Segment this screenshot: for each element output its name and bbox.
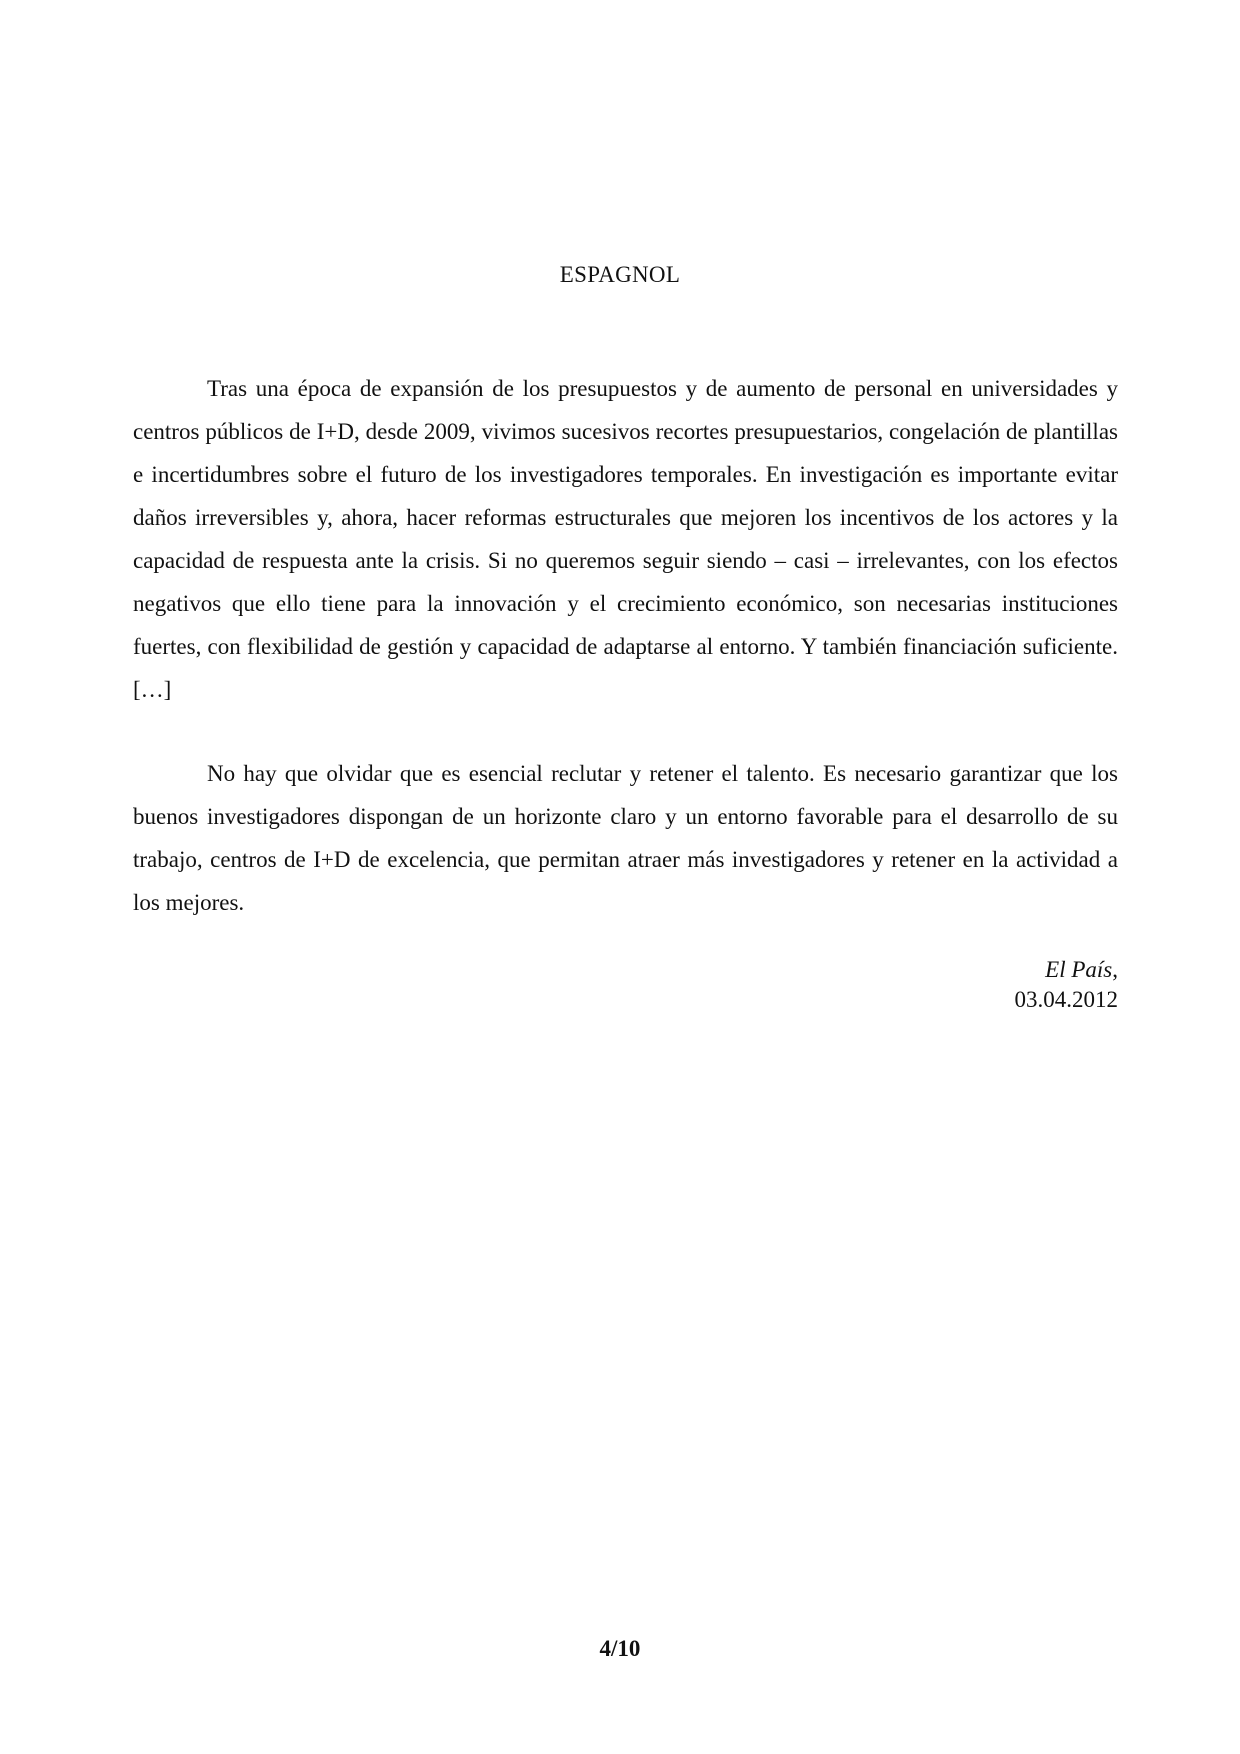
page-number: 4/10 <box>599 1636 641 1661</box>
source-name: El País <box>1045 957 1113 982</box>
page-title: ESPAGNOL <box>559 262 681 287</box>
body-paragraph-1: Tras una época de expansión de los presupuestos y de aumento de personal en universidades y centros públicos de I+D, desde 2009, vivimos sucesivos recortes presupuestarios, congelación de plantillas e incertidumbres sobre el futuro de los investigadores temporales. En investigación es importante evitar daños irreversibles y, ahora, hacer reformas estructurales que mejoren los incentivos de los actores y la capacidad de respuesta ante la crisis. Si no queremos seguir siendo – casi – irrelevantes, con los efectos negativos que ello tiene para la innovación y el crecimiento económico, son necesarias instituciones fuertes, con flexibilidad de gestión y capacidad de adaptarse al entorno. Y también financiación suficiente. […] <box>133 376 1118 702</box>
source-name-line <box>1015 955 1119 985</box>
body-paragraph-2: No hay que olvidar que es esencial reclutar y retener el talento. Es necesario garantizar que los buenos investigadores dispongan de un horizonte claro y un entorno favorable para el desarrollo de su trabajo, centros de I+D de excelencia, que permitan atraer más investigadores y retener en la actividad a los mejores. <box>133 761 1118 915</box>
source-date: 03.04.2012 <box>1014 987 1118 1012</box>
source-separator: , <box>1112 957 1118 982</box>
source-citation <box>1015 955 1119 1015</box>
